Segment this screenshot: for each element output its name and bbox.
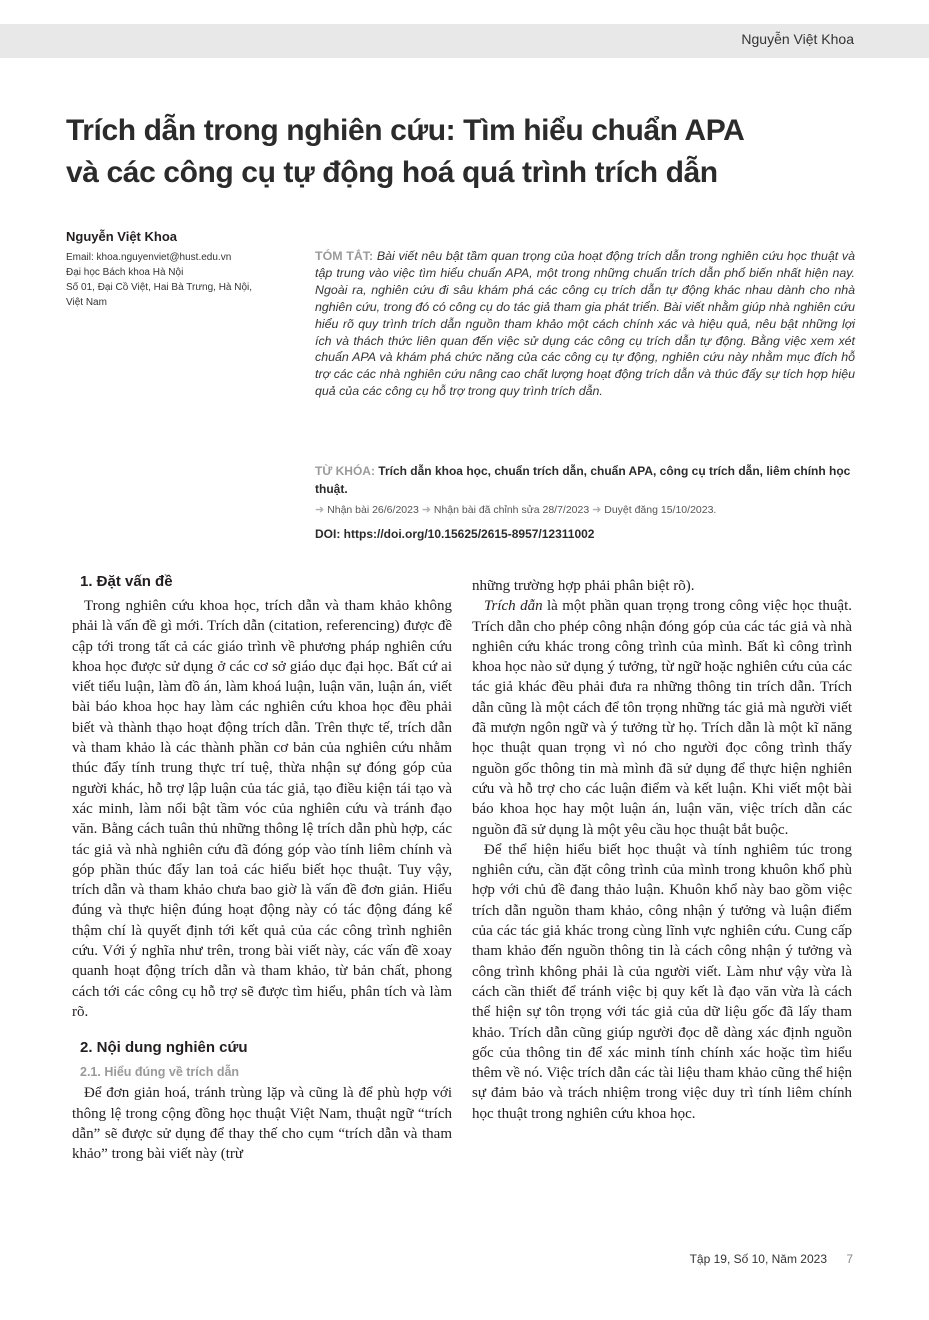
title-line-2: và các công cụ tự động hoá quá trình trích dẫn bbox=[66, 156, 718, 189]
doi-link[interactable]: DOI: https://doi.org/10.15625/2615-8957/12311002 bbox=[315, 527, 595, 541]
author-institution: Đại học Bách khoa Hà Nội bbox=[66, 267, 184, 278]
citation-term: Trích dẫn bbox=[484, 598, 543, 615]
citation-paragraph bbox=[472, 596, 852, 840]
abstract-label: TÓM TẮT: bbox=[315, 249, 374, 263]
section-1-paragraph: Trong nghiên cứu khoa học, trích dẫn và tham khảo không phải là vấn đề gì mới. Trích dẫn (citation, referencing) được đề cập tới trong tất cả các giáo trình về phương pháp nghiên cứu khoa học được sử dụng ở các cơ sở giáo dục đại học. Bất cứ ai viết tiểu luận, làm đồ án, làm khoá luận, luận văn, luận án, viết bài báo khoa học hay làm các nghiên cứu khoa học đều phải biết và thành thạo hoạt động trích dẫn. Trên thực tế, trích dẫn và tham khảo là các thành phần cơ bản của nghiên cứu nhằm thúc đẩy tính trung thực trí tuệ, thừa nhận sự đóng góp của người khác, hỗ trợ lập luận của tác giả, tạo điều kiện tái tạo và xác minh, làm nổi bật tầm vóc của nghiên cứu và tránh đạo văn. Bằng cách tuân thủ những thông lệ trích dẫn phù hợp, các tác giả và nhà nghiên cứu đã đóng góp vào tính liêm chính và góp phần thúc đẩy lan toả các hiểu biết học thuật. Tuy vậy, trích dẫn và tham khảo chưa bao giờ là vấn đề đơn giản. Hiểu đúng và thực hiện đúng hoạt động này có tác động đáng kể thậm chí là quyết định tới kết quả của các công trình nghiên cứu. Với ý nghĩa như trên, trong bài viết này, các vấn đề xoay quanh hoạt động trích dẫn và tham khảo, từ bản chất, phong cách tới các công cụ hỗ trợ sẽ được tìm hiểu, phân tích và làm rõ. bbox=[72, 598, 452, 1020]
keywords-text: Trích dẫn khoa học, chuẩn trích dẫn, chuẩn APA, công cụ trích dẫn, liêm chính học thuật. bbox=[315, 464, 851, 496]
continued-paragraph: những trường hợp phải phân biệt rõ). bbox=[472, 578, 695, 594]
running-header-author: Nguyễn Việt Khoa bbox=[741, 31, 854, 47]
date-accepted: Duyệt đăng 15/10/2023. bbox=[604, 504, 717, 516]
abstract bbox=[315, 248, 855, 400]
section-2-1-paragraph: Để đơn giản hoá, tránh trùng lặp và cũng là để phù hợp với thông lệ trong cộng đồng học thuật Việt Nam, thuật ngữ “trích dẫn” sẽ được sử dụng để thay thế cho cụm “trích dẫn và tham khảo” trong bài viết này (trừ bbox=[72, 1085, 452, 1163]
author-country: Việt Nam bbox=[66, 297, 107, 308]
article-title bbox=[66, 110, 866, 194]
section-2-1-heading: 2.1. Hiểu đúng về trích dẫn bbox=[80, 1065, 240, 1080]
article-dates bbox=[315, 503, 875, 516]
section-2-heading: 2. Nội dung nghiên cứu bbox=[80, 1039, 248, 1057]
date-revised: Nhận bài đã chỉnh sửa 28/7/2023 bbox=[433, 504, 590, 516]
keywords bbox=[315, 462, 855, 498]
section-1-heading: 1. Đặt vấn đề bbox=[80, 573, 173, 590]
date-received: Nhận bài 26/6/2023 bbox=[327, 504, 419, 516]
author-address: Số 01, Đại Cồ Việt, Hai Bà Trưng, Hà Nội, bbox=[66, 282, 253, 293]
body-column-left bbox=[72, 570, 452, 1164]
author-email: Email: khoa.nguyenviet@hust.edu.vn bbox=[66, 252, 232, 263]
author-affiliation bbox=[66, 250, 296, 310]
scholarship-paragraph: Để thể hiện hiểu biết học thuật và tính nghiêm túc trong nghiên cứu, cần đặt công trình của mình trong khuôn khổ phù hợp với chủ đề đang thảo luận. Khuôn khổ này bao gồm việc trích dẫn nguồn tham khảo, công nhận ý tưởng và luận điểm của các tác giả khác trong cùng lĩnh vực nghiên cứu. Cung cấp tham khảo đến nguồn thông tin là cách công nhận ý tưởng và công trình không phải là của người viết. Làm như vậy vừa là cách cần thiết để tránh việc bị quy kết là đạo văn vừa là cách thể hiện sự tôn trọng với tác giả của dữ liệu gốc đã lấy tham khảo. Trích dẫn cũng giúp người đọc dễ dàng xác định nguồn gốc của thông tin để xác minh tính chính xác hoặc tìm hiểu thêm về nó. Việc trích dẫn các tài liệu tham khảo cũng thể hiện sự đảm bảo và trách nhiệm trong việc duy trì tính liêm chính học thuật trong nghiên cứu khoa học. bbox=[472, 841, 852, 1122]
citation-paragraph-text: là một phần quan trọng trong công việc học thuật. Trích dẫn cho phép công nhận đóng góp của các tác giả và nhà nghiên cứu khác trong công trình của mình. Bất kì công trình khoa học nào sử dụng ý tưởng, từ ngữ hoặc nghiên cứu của các tác giả khác đều phải đưa ra những thông tin trích dẫn. Trích dẫn cũng là một cách để tôn trọng những tác giả mà người viết đã mượn ngôn ngữ và ý tưởng từ họ. Trích dẫn là một kĩ năng học thuật quan trọng vì nó cho người đọc công trình thấy nguồn gốc thông tin mà mình đã sử dụng để thực hiện nghiên cứu và hỗ trợ cho các luận điểm và kết luận. Khi viết một bài báo khoa học hay một luận án, luận văn, việc trích dẫn các nguồn đã sử dụng là một yêu cầu học thuật bắt buộc. bbox=[472, 598, 852, 838]
body-column-right bbox=[472, 576, 852, 1124]
abstract-text: Bài viết nêu bật tầm quan trọng của hoạt động trích dẫn trong nghiên cứu học thuật và tập trung vào việc tìm hiểu chuẩn APA, một trong những chuẩn trích dẫn phổ biến nhất hiện nay. Ngoài ra, nghiên cứu đi sâu khám phá các công cụ trích dẫn tự động khác nhau dành cho nhà nghiên cứu, trong đó có công cụ do tác giả tham gia phát triển. Bài viết nhằm giúp nhà nghiên cứu hiểu rõ quy trình trích dẫn nguồn tham khảo một cách chính xác và hiệu quả, nêu bật những lợi ích và thách thức liên quan đến việc sử dụng các công cụ trích dẫn tự động. Bằng việc xem xét chuẩn APA và khám phá chức năng của các công cụ tự động, nghiên cứu này nhằm mục đích hỗ trợ các các nhà nghiên cứu nâng cao chất lượng hoạt động trích dẫn và thúc đẩy sự tích hợp hiệu quả của các công cụ hỗ trợ trong quy trình trích dẫn. bbox=[315, 249, 855, 399]
page-number: 7 bbox=[846, 1252, 853, 1266]
arrow-icon: ➜ bbox=[421, 504, 431, 516]
arrow-icon: ➜ bbox=[315, 504, 325, 516]
author-name: Nguyễn Việt Khoa bbox=[66, 229, 178, 244]
title-line-1: Trích dẫn trong nghiên cứu: Tìm hiểu chuẩn APA bbox=[66, 114, 745, 147]
keywords-label: TỪ KHÓA: bbox=[315, 464, 375, 478]
arrow-icon: ➜ bbox=[592, 504, 602, 516]
footer-issue: Tập 19, Số 10, Năm 2023 bbox=[689, 1252, 827, 1266]
